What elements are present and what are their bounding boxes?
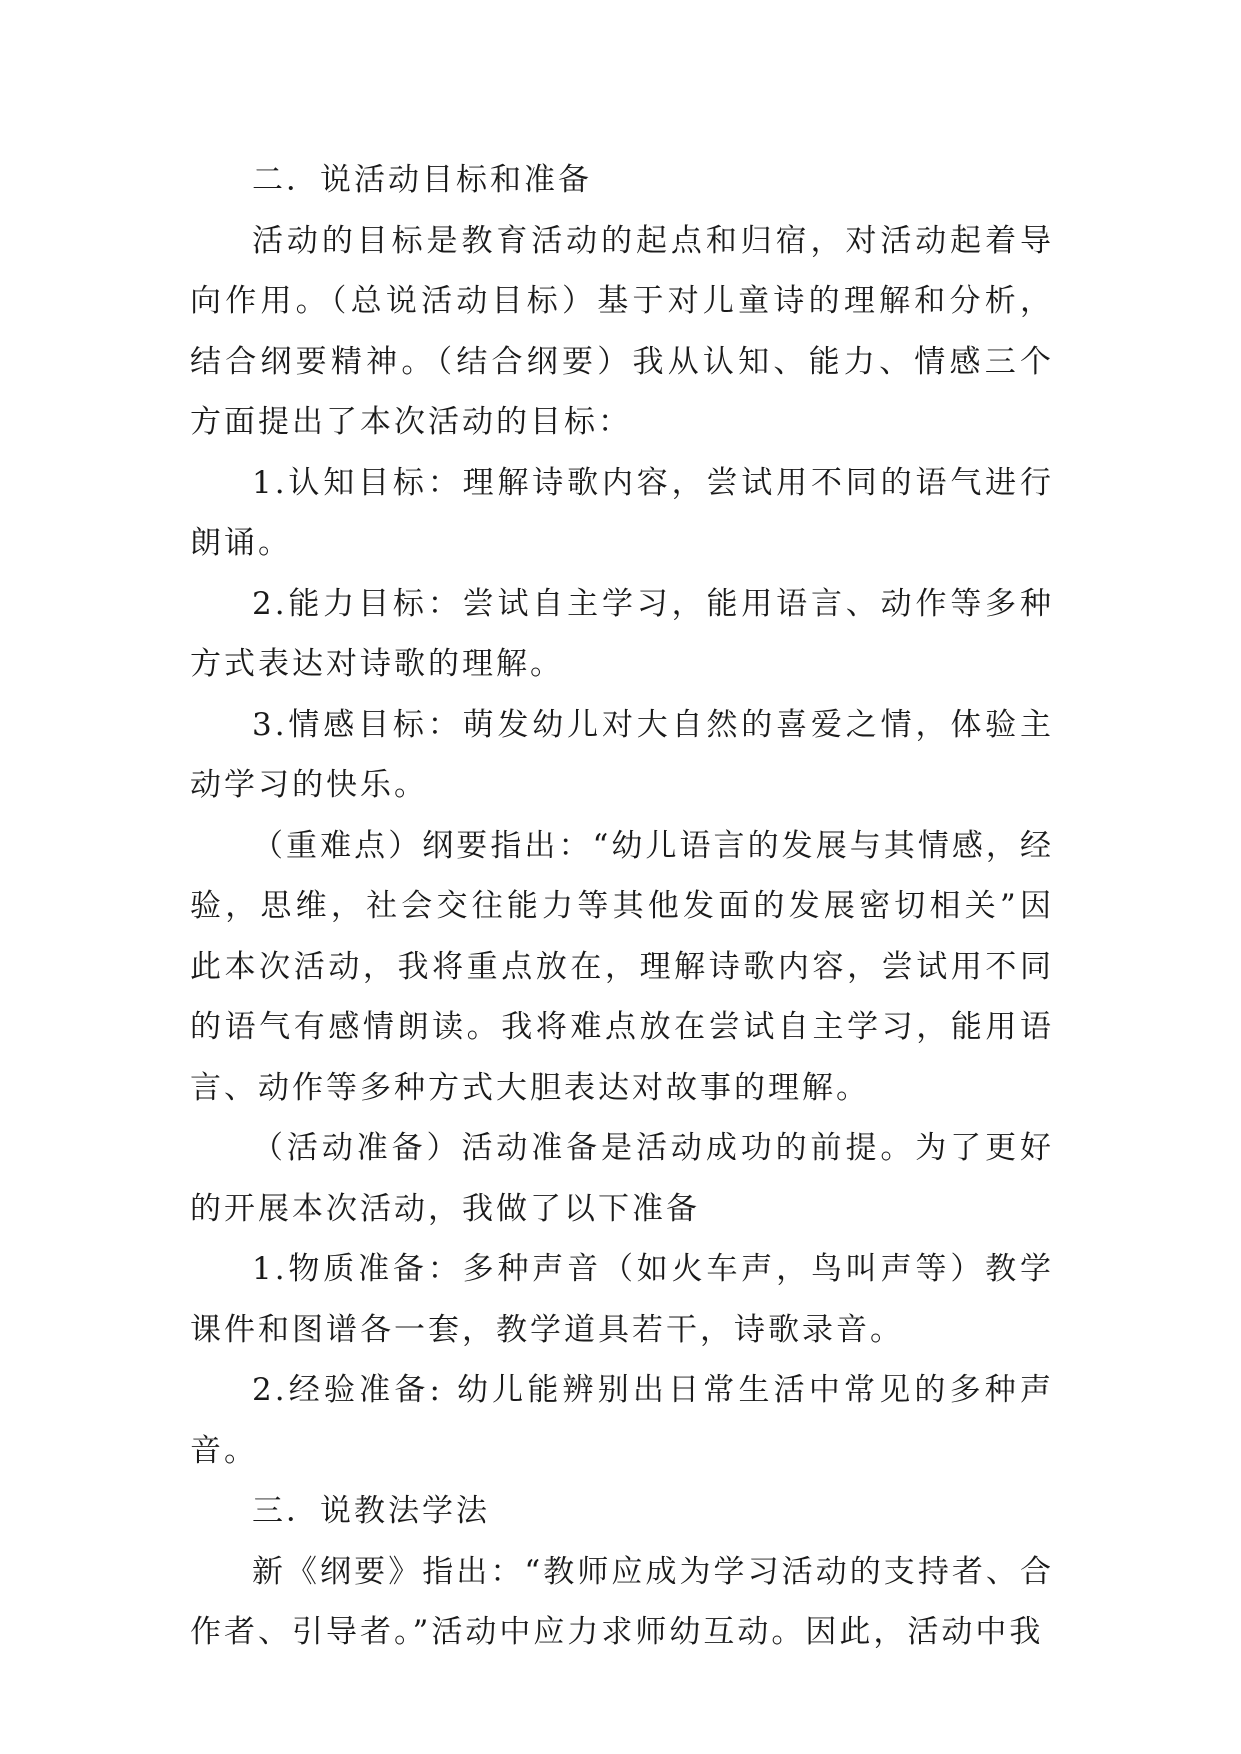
list-item-experience-preparation: 2.经验准备: 幼儿能辨别出日常生活中常见的多种声音。 <box>190 1372 1054 1469</box>
section-heading-methods: 三．说教法学法 <box>252 1493 490 1529</box>
list-item-ability-goal: 2.能力目标：尝试自主学习，能用语言、动作等多种方式表达对诗歌的理解。 <box>190 585 1054 682</box>
list-item-material-preparation: 1.物质准备：多种声音（如火车声，鸟叫声等）教学课件和图谱各一套，教学道具若干，诗歌录音。 <box>190 1251 1054 1348</box>
paragraph-methods-intro: 新《纲要》指出：“教师应成为学习活动的支持者、合作者、引导者。”活动中应力求师幼互动。因此，活动中我 <box>190 1553 1054 1650</box>
paragraph-key-difficult-points: （重难点）纲要指出：“幼儿语言的发展与其情感，经验，思维，社会交往能力等其他发面的发展密切相关”因此本次活动，我将重点放在，理解诗歌内容，尝试用不同的语气有感情朗读。我将难点放在尝试自主学习，能用语言、动作等多种方式大胆表达对故事的理解。 <box>190 827 1054 1106</box>
list-item-emotion-goal: 3.情感目标：萌发幼儿对大自然的喜爱之情，体验主动学习的快乐。 <box>190 706 1054 803</box>
list-item-cognitive-goal: 1.认知目标：理解诗歌内容，尝试用不同的语气进行朗诵。 <box>190 464 1054 561</box>
document-body <box>190 150 1054 1663</box>
paragraph-goals-intro: 活动的目标是教育活动的起点和归宿，对活动起着导向作用。（总说活动目标）基于对儿童诗的理解和分析，结合纲要精神。（结合纲要）我从认知、能力、情感三个方面提出了本次活动的目标： <box>190 222 1054 440</box>
paragraph-activity-preparation: （活动准备）活动准备是活动成功的前提。为了更好的开展本次活动，我做了以下准备 <box>190 1130 1054 1227</box>
section-heading-goals: 二．说活动目标和准备 <box>252 162 592 198</box>
